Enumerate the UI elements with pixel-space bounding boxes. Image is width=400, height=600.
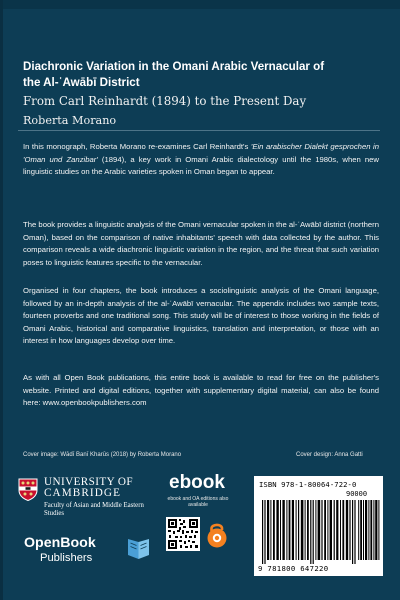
blurb-paragraph-1	[23, 141, 379, 179]
openbook-name: OpenBook	[24, 535, 96, 551]
ebook-block	[160, 472, 240, 574]
openbook-logo	[18, 535, 148, 575]
qr-code-icon[interactable]	[166, 517, 200, 551]
ebook-word: ebook	[169, 472, 225, 493]
isbn-number: ISBN 978-1-80064-722-0	[259, 480, 357, 489]
ean-digits: 9 781800 647220	[258, 564, 329, 573]
blurb-p1-end: (1894), a key work in Omani Arabic dialectology until the 1980s, when new linguistic studies on the Arabic varieties spoken in Oman began to appear.	[23, 154, 379, 176]
book-author: Roberta Morano	[23, 114, 117, 127]
blurb-paragraph-3: Organised in four chapters, the book introduces a sociolinguistic analysis of the Omani language, followed by an in-depth analysis of the al-ʿAwābī vernacular. The appendix includes two sample texts, fourteen proverbs and one traditional song. This study will be of interest to those working in the fields of Omani Arabic, historical and comparative linguistics, translation and interpretation, or those with an interest in how languages develop over time.	[23, 286, 379, 345]
price-code: 90000	[346, 490, 368, 498]
book-title	[23, 59, 383, 91]
cambridge-line-2: CAMBRIDGE	[44, 487, 122, 499]
book-subtitle: From Carl Reinhardt (1894) to the Present Day	[23, 94, 307, 108]
ebook-note: ebook and OA editions also available	[167, 496, 229, 509]
open-book-icon	[126, 536, 151, 561]
isbn-barcode	[254, 476, 383, 576]
cambridge-crest-icon	[18, 478, 38, 501]
title-line-1: Diachronic Variation in the Omani Arabic Vernacular of	[23, 60, 325, 73]
blurb-paragraph-2: The book provides a linguistic analysis of the Omani vernacular spoken in the al-ʿAwābī district (northern Oman), based on the comparison of native inhabitants' speech with data collected by the author. This comparison reveals a wide diachronic linguistic variation in the region, and the threat that such variation poses to linguistic features specific to the vernacular.	[23, 220, 379, 267]
cover-image-credit: Cover image: Wādī Banī Kharūs (2018) by Roberta Morano	[23, 452, 182, 458]
spine-edge	[0, 0, 3, 600]
top-band	[0, 0, 400, 9]
openbook-publishers: Publishers	[40, 552, 93, 564]
open-access-icon	[206, 522, 228, 548]
cambridge-faculty: Faculty of Asian and Middle Eastern Studies	[44, 502, 144, 518]
blurb-p1-italic: 'Ein arabischer Dialekt gesprochen in 'Oman und Zanzibar'	[23, 142, 379, 164]
blurb-p1-start: In this monograph, Roberta Morano re-examines Carl Reinhardt's	[23, 142, 251, 151]
divider	[18, 130, 380, 131]
cambridge-line-1: UNIVERSITY OF	[44, 476, 134, 488]
cover-design-credit: Cover design: Anna Gatti	[296, 452, 363, 458]
blurb-paragraph-4: As with all Open Book publications, this entire book is available to read for free on the publisher's website. Printed and digital editions, together with supplementary digital material, can also be found here: www.openbookpublishers.com	[23, 373, 379, 407]
cambridge-logo	[18, 476, 160, 528]
title-line-2: the Al-ʿAwābī District	[23, 76, 140, 89]
